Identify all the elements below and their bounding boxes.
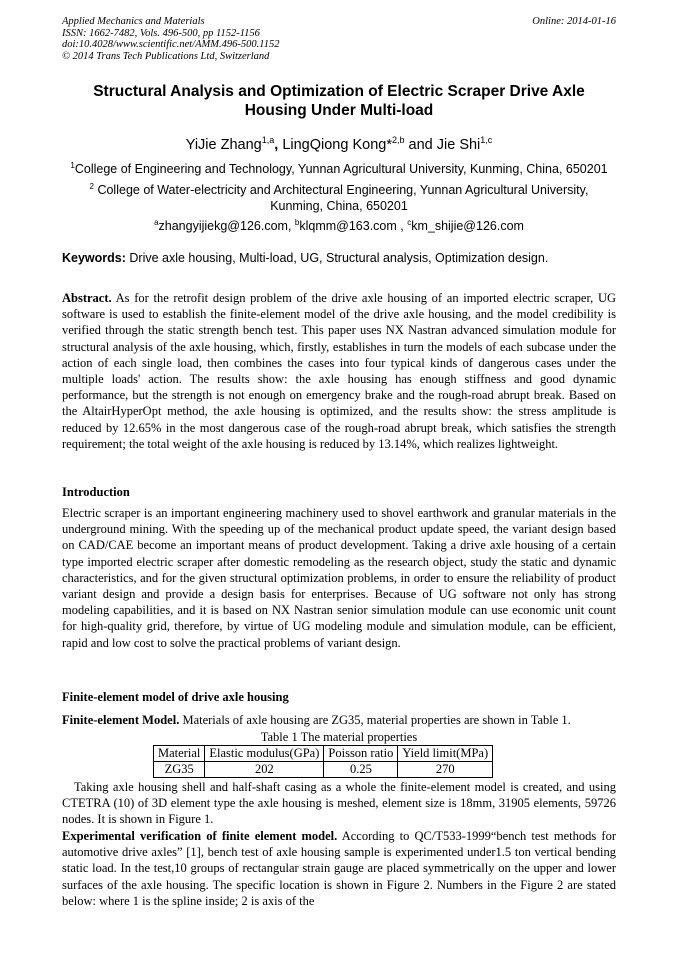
fem-p1-label: Finite-element Model. [62, 713, 180, 727]
author-separator: and [404, 136, 437, 153]
table-row [154, 762, 493, 778]
author-name: YiJie Zhang [185, 136, 262, 153]
paper-title [62, 82, 616, 120]
affiliation-sup: 1 [70, 161, 75, 170]
author-list [40, 131, 638, 154]
author-name: LingQiong Kong* [282, 136, 392, 153]
title-line-2: Housing Under Multi-load [244, 102, 434, 119]
title-line-1: Structural Analysis and Optimization of Electric Scraper Drive Axle [93, 83, 585, 100]
issn-line: ISSN: 1662-7482, Vols. 496-500, pp 1152-1156 [62, 27, 260, 39]
email-line [62, 215, 616, 234]
author-sup: 2,b [391, 135, 405, 145]
table-header-cell: Material [154, 746, 205, 762]
doi-line: doi:10.4028/www.scientific.net/AMM.496-500.1152 [62, 39, 280, 50]
fem-p3-label: Experimental verification of finite element model. [62, 829, 338, 843]
table-cell: 0.25 [324, 762, 398, 778]
introduction-paragraph: Electric scraper is an important engineering machinery used to shovel earthwork and granular materials in the underground mining. With the speeding up of the mechanical product update speed, the variant design based on CAD/CAE become an important means of product development. Taking a drive axle housing of a certain type imported electric scraper after domestic remodeling as the research object, study the static and dynamic characteristics, and for the given structural optimization problems, in order to ensure the reliability of product variant design and provide a design basis for enterprises. Because of UG software not only has strong modeling capabilities, and it is based on NX Nastran senior simulation module can use economic unit count for high-quality grid, therefore, by virtue of UG modeling module and simulation module, can be efficient, rapid and low cost to solve the practical problems of variant design. [62, 506, 616, 650]
keywords [62, 250, 616, 266]
running-header [62, 16, 616, 62]
section-heading-introduction: Introduction [62, 485, 130, 499]
fem-p3-text: According to QC/T533-1999“bench test methods for automotive drive axles” [1], bench test of axle housing sample is experimented under1.5 ton vertical bending static load. In the test,10 groups of rectangular strain gauge are placed symmetrically on the upper and lower surfaces of the axle housing. The specific location is shown in Figure 2. Numbers in the Figure 2 are stated below: where 1 is the spline inside; 2 is axis of the [62, 829, 616, 908]
email-address: km_shijie@126.com [411, 219, 524, 234]
affiliation-text: Kunming, China, 650201 [270, 199, 408, 214]
keywords-label: Keywords: [62, 251, 126, 265]
copyright-line: © 2014 Trans Tech Publications Ltd, Switzerland [62, 50, 270, 62]
section-heading-fem: Finite-element model of drive axle housing [62, 690, 289, 704]
fem-paragraph-2: Taking axle housing shell and half-shaft casing as a whole the finite-element model is created, and using CTETRA (10) of 3D element type the axle housing is meshed, element size is 18mm, 31905 elements, 59726 nodes. It is shown in Figure 1. [62, 780, 616, 827]
fem-paragraph-1 [62, 712, 616, 728]
table-caption: Table 1 The material properties [260, 730, 418, 744]
affiliation-2 [62, 179, 616, 214]
table-header-row [154, 746, 493, 762]
author-separator: , [274, 136, 283, 153]
author-sup: 1,c [480, 135, 493, 145]
email-address: klqmm@163.com , [299, 219, 408, 234]
affiliation-sup: 2 [89, 182, 94, 191]
author-name: Jie Shi [436, 136, 481, 153]
table-cell: 270 [398, 762, 493, 778]
table-header-cell: Elastic modulus(GPa) [205, 746, 324, 762]
abstract-label: Abstract. [62, 291, 112, 305]
abstract [62, 290, 616, 452]
affiliation-1 [62, 158, 616, 177]
table-cell: 202 [205, 762, 324, 778]
journal-name: Applied Mechanics and Materials [62, 16, 205, 27]
email-sup: c [407, 218, 412, 227]
material-properties-table [153, 745, 493, 778]
online-date: Online: 2014-01-16 [532, 16, 616, 27]
table-header-cell: Yield limit(MPa) [398, 746, 493, 762]
email-sup: a [154, 218, 159, 227]
affiliation-text: College of Engineering and Technology, Yunnan Agricultural University, Kunming, China, 650201 [74, 162, 608, 177]
keywords-text: Drive axle housing, Multi-load, UG, Structural analysis, Optimization design. [125, 251, 549, 265]
fem-p1-text: Materials of axle housing are ZG35, material properties are shown in Table 1. [179, 713, 571, 727]
fem-paragraph-3 [62, 828, 616, 909]
table-header-cell: Poisson ratio [324, 746, 398, 762]
affiliation-text: College of Water-electricity and Architectural Engineering, Yunnan Agricultural University, [93, 183, 589, 198]
abstract-text: As for the retrofit design problem of the drive axle housing of an imported electric scraper, UG software is used to establish the finite-element model of the drive axle housing, and the model credibility is verified through the static strength bench test. This paper uses NX Nastran advanced simulation module for structural analysis of the axle housing, which, firstly, establishes in turn the models of each subcase under the action of each single load, then combines the cases into four typical kinds of dangerous cases under the multiple loads' action. The results show: the axle housing has enough stiffness and good dynamic performance, but the strength is not enough on emergency brake and the rough-road abrupt break. Based on the AltairHyperOpt method, the axle housing is optimized, and the results show: the stress amplitude is reduced by 12.65% in the most dangerous case of the rough-road abrupt break, which satisfies the strength requirement; the total weight of the axle housing is reduced by 13.14%, which realizes lightweight. [62, 291, 616, 451]
email-address: zhangyijiekg@126.com, [158, 219, 295, 234]
email-sup: b [294, 218, 300, 227]
table-cell: ZG35 [154, 762, 205, 778]
author-sup: 1,a [261, 135, 275, 145]
